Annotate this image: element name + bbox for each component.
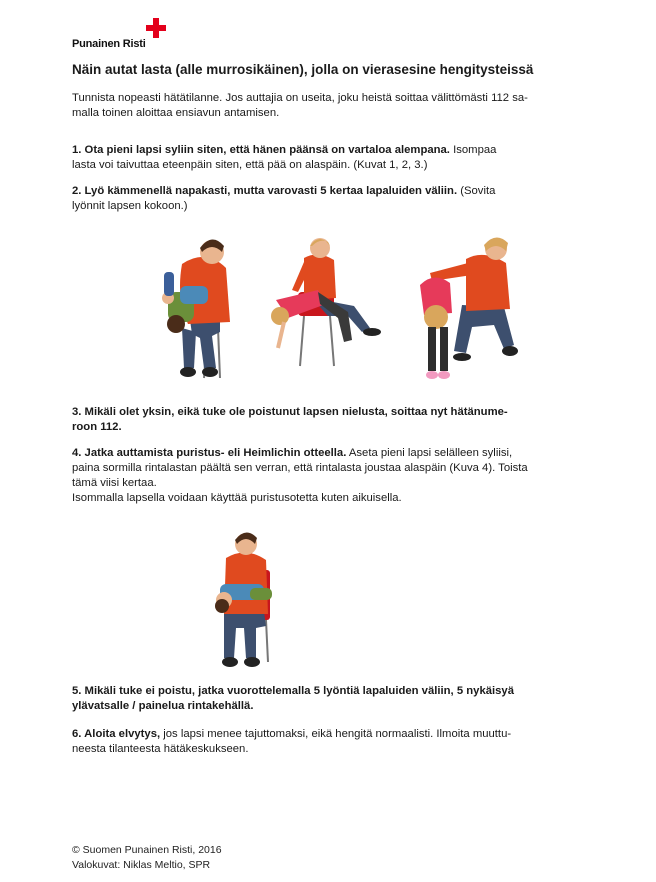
footer: [72, 843, 222, 873]
step-2-bold: 2. Lyö kämmenellä napakasti, mutta varovasti 5 kertaa lapaluiden väliin.: [72, 185, 458, 197]
intro-line-1: Tunnista nopeasti hätätilanne. Jos auttajia on useita, joku heistä soittaa välittömästi 112 sa-: [72, 92, 528, 104]
step-5: [72, 684, 592, 714]
footer-credits: Valokuvat: Niklas Meltio, SPR: [72, 859, 211, 871]
step-2-line-2: lyönnit lapsen kokoon.): [72, 200, 188, 212]
step-3-line-2: roon 112.: [72, 421, 122, 433]
photo-4-chest-thrusts: [210, 522, 285, 670]
red-cross-logo: [72, 18, 172, 52]
photo-2-child-over-lap: [268, 232, 386, 372]
page-title: Näin autat lasta (alle murrosikäinen), jolla on vierasesine hengitysteissä: [72, 62, 534, 77]
intro-paragraph: [72, 91, 592, 121]
step-4-line-2: paina sormilla rintalastan päältä sen verran, että rintalasta joustaa alaspäin (Kuva 4). Toista: [72, 462, 528, 474]
step-1-bold: 1. Ota pieni lapsi syliin siten, että hänen päänsä on vartaloa alempana.: [72, 144, 450, 156]
step-2: [72, 184, 592, 214]
photo-1-adult-holding-child: [160, 228, 245, 383]
step-6-rest: jos lapsi menee tajuttomaksi, eikä hengitä normaalisti. Ilmoita muuttu-: [160, 728, 512, 740]
logo-text: Punainen Risti: [72, 38, 146, 50]
step-4-line-3: tämä viisi kertaa.: [72, 477, 157, 489]
step-3: [72, 405, 592, 435]
intro-line-2: malla toinen aloittaa ensiavun antamisen.: [72, 107, 280, 119]
step-6: [72, 727, 592, 757]
step-1: [72, 143, 592, 173]
step-4-rest: Aseta pieni lapsi selälleen syliisi,: [346, 447, 513, 459]
photo-3-child-bent-forward: [414, 233, 524, 381]
step-4-line-4: Isommalla lapsella voidaan käyttää puristusotetta kuten aikuisella.: [72, 492, 402, 504]
step-4-bold: 4. Jatka auttamista puristus- eli Heimlichin otteella.: [72, 447, 347, 459]
step-1-rest: Isompaa: [449, 144, 497, 156]
step-2-rest: (Sovita: [457, 185, 496, 197]
step-1-line-2: lasta voi taivuttaa eteenpäin siten, että pää on alaspäin. (Kuvat 1, 2, 3.): [72, 159, 428, 171]
step-5-line-1: 5. Mikäli tuke ei poistu, jatka vuorottelemalla 5 lyöntiä lapaluiden väliin, 5 nykäisyä: [72, 685, 514, 697]
step-4: [72, 446, 592, 506]
step-5-line-2: ylävatsalle / painelua rintakehällä.: [72, 700, 254, 712]
footer-copyright: © Suomen Punainen Risti, 2016: [72, 844, 222, 856]
step-3-line-1: 3. Mikäli olet yksin, eikä tuke ole poistunut lapsen nielusta, soittaa nyt hätänume-: [72, 406, 508, 418]
step-6-bold: 6. Aloita elvytys,: [72, 728, 161, 740]
step-6-line-2: neesta tilanteesta hätäkeskukseen.: [72, 743, 249, 755]
red-cross-icon: [146, 18, 166, 38]
